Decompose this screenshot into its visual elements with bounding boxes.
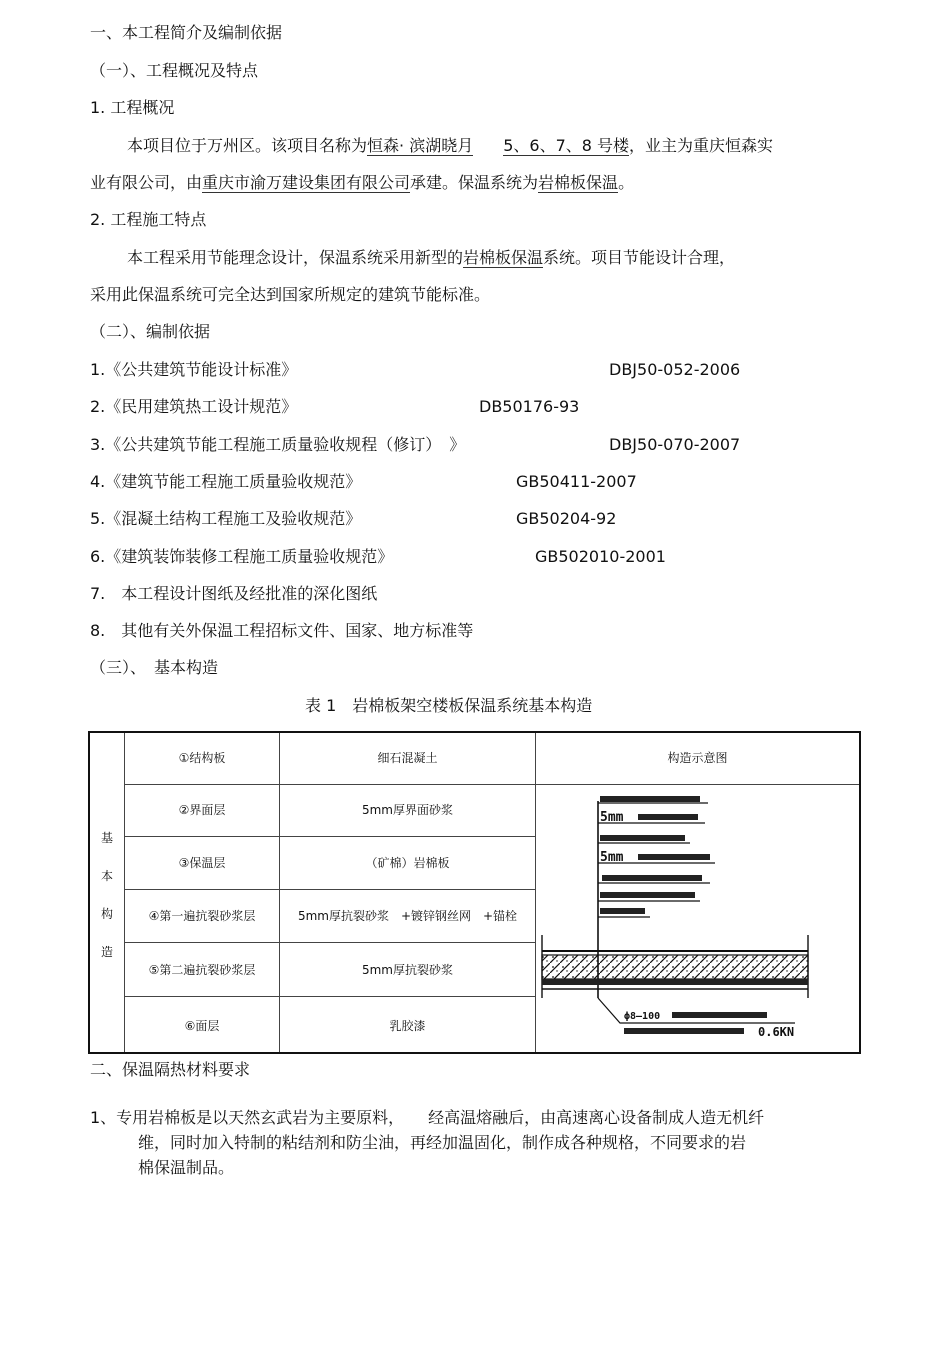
basis-item-code: DBJ50-070-2007 bbox=[609, 435, 741, 454]
basis-item-title: 7. 本工程设计图纸及经批准的深化图纸 bbox=[90, 584, 378, 603]
diagram-label-block bbox=[638, 854, 710, 860]
basis-item-title: 2.《民用建筑热工设计规范》 bbox=[90, 397, 298, 416]
basis-item-code: GB502010-2001 bbox=[535, 547, 666, 566]
basis-item-title: 5.《混凝土结构工程施工及验收规范》 bbox=[90, 509, 362, 528]
diagram-label-block bbox=[672, 1012, 767, 1018]
table-row-line bbox=[124, 996, 535, 997]
building-numbers: 5、6、7、8 号楼 bbox=[503, 136, 630, 155]
paragraph-material-line3: 棉保温制品。 bbox=[138, 1158, 235, 1177]
table-cell-layer: ④第一遍抗裂砂浆层 bbox=[148, 909, 256, 923]
subsection-heading-3: （三）、 基本构造 bbox=[90, 658, 219, 677]
table-cell-material: 乳胶漆 bbox=[389, 1019, 426, 1033]
item-title-features: 2. 工程施工特点 bbox=[90, 210, 207, 229]
section-heading-1: 一、本工程简介及编制依据 bbox=[90, 23, 283, 42]
project-name: 恒森· 滨湖晓月 bbox=[367, 136, 474, 155]
insulation-type: 岩棉板保温 bbox=[538, 173, 619, 192]
table-row-line bbox=[124, 942, 535, 943]
table-cell-layer: ⑥面层 bbox=[184, 1019, 220, 1033]
diagram-label-5mm: 5mm bbox=[600, 850, 624, 865]
diagram-label-block bbox=[600, 835, 685, 841]
diagram-label-block bbox=[638, 814, 698, 820]
table-cell-layer: ③保温层 bbox=[178, 856, 226, 870]
subsection-heading-2: （二）、编制依据 bbox=[90, 322, 211, 341]
diagram-label-load: 0.6KN bbox=[758, 1025, 795, 1039]
table-caption: 表 1 岩棉板架空楼板保温系统基本构造 bbox=[305, 696, 593, 715]
paragraph-features-line1: 本工程采用节能理念设计，保温系统采用新型的岩棉板保温系统。项目节能设计合理， bbox=[127, 248, 736, 267]
paragraph-overview-line2: 业有限公司，由重庆市渝万建设集团有限公司承建。保温系统为岩棉板保温。 bbox=[90, 173, 635, 192]
table-cell-layer: ②界面层 bbox=[178, 803, 226, 817]
basis-item-title: 4.《建筑节能工程施工质量验收规范》 bbox=[90, 472, 362, 491]
construction-diagram bbox=[540, 793, 855, 1043]
paragraph-features-line2: 采用此保温系统可完全达到国家所规定的建筑节能标准。 bbox=[90, 285, 491, 304]
table-cell-material: （矿棉）岩棉板 bbox=[365, 856, 450, 870]
diagram-label-block bbox=[600, 796, 700, 802]
table-cell-material: 细石混凝土 bbox=[377, 751, 438, 765]
diagram-label-5mm: 5mm bbox=[600, 810, 624, 825]
basis-item-code: DB50176-93 bbox=[479, 397, 580, 416]
basis-item-title: 6.《建筑装饰装修工程施工质量验收规范》 bbox=[90, 547, 394, 566]
insulation-layer bbox=[542, 979, 808, 985]
table-row-line bbox=[124, 784, 859, 785]
table-divider bbox=[279, 733, 280, 1052]
item-title-overview: 1. 工程概况 bbox=[90, 98, 175, 117]
section-heading-2: 二、保温隔热材料要求 bbox=[90, 1060, 251, 1079]
table-cell-material: 5mm厚抗裂砂浆 +镀锌钢丝网 +锚栓 bbox=[297, 909, 518, 923]
diagram-label-block bbox=[602, 875, 702, 881]
table-divider bbox=[124, 733, 125, 1052]
diagram-header: 构造示意图 bbox=[667, 751, 728, 765]
table-row-line bbox=[124, 836, 535, 837]
subsection-heading-1: （一）、工程概况及特点 bbox=[90, 61, 259, 80]
paragraph-overview-line1: 本项目位于万州区。该项目名称为恒森· 滨湖晓月 5、6、7、8 号楼，业主为重庆恒森实 bbox=[127, 136, 774, 155]
basis-item-title: 3.《公共建筑节能工程施工质量验收规程（修订） 》 bbox=[90, 435, 466, 454]
side-label: 基 本 构 造 bbox=[100, 831, 113, 959]
basis-item-code: GB50204-92 bbox=[516, 509, 617, 528]
table-row-line bbox=[124, 889, 535, 890]
table-divider bbox=[535, 733, 536, 1052]
table-cell-material: 5mm厚抗裂砂浆 bbox=[361, 963, 453, 977]
table-cell-layer: ⑤第二遍抗裂砂浆层 bbox=[148, 963, 256, 977]
paragraph-material-line2: 维，同时加入特制的粘结剂和防尘油，再经加温固化，制作成各种规格，不同要求的岩 bbox=[138, 1133, 747, 1152]
basis-item-title: 1.《公共建筑节能设计标准》 bbox=[90, 360, 298, 379]
diagram-label-block bbox=[624, 1028, 744, 1034]
diagram-label-bolt: ϕ8—100 bbox=[624, 1011, 661, 1022]
diagram-label-block bbox=[600, 908, 645, 914]
diagram-label-block bbox=[600, 892, 695, 898]
basis-item-code: DBJ50-052-2006 bbox=[609, 360, 741, 379]
table-cell-material: 5mm厚界面砂浆 bbox=[361, 803, 453, 817]
contractor-name: 重庆市渝万建设集团有限公司 bbox=[202, 173, 411, 192]
concrete-slab bbox=[542, 955, 808, 979]
basis-item-code: GB50411-2007 bbox=[516, 472, 637, 491]
system-name: 岩棉板保温 bbox=[463, 248, 544, 267]
table-cell-layer: ①结构板 bbox=[178, 751, 226, 765]
paragraph-material-line1: 1、专用岩棉板是以天然玄武岩为主要原料， 经高温熔融后，由高速离心设备制成人造无机纤 bbox=[90, 1108, 765, 1127]
construction-table bbox=[88, 731, 861, 1054]
basis-item-title: 8. 其他有关外保温工程招标文件、国家、地方标准等 bbox=[90, 621, 474, 640]
